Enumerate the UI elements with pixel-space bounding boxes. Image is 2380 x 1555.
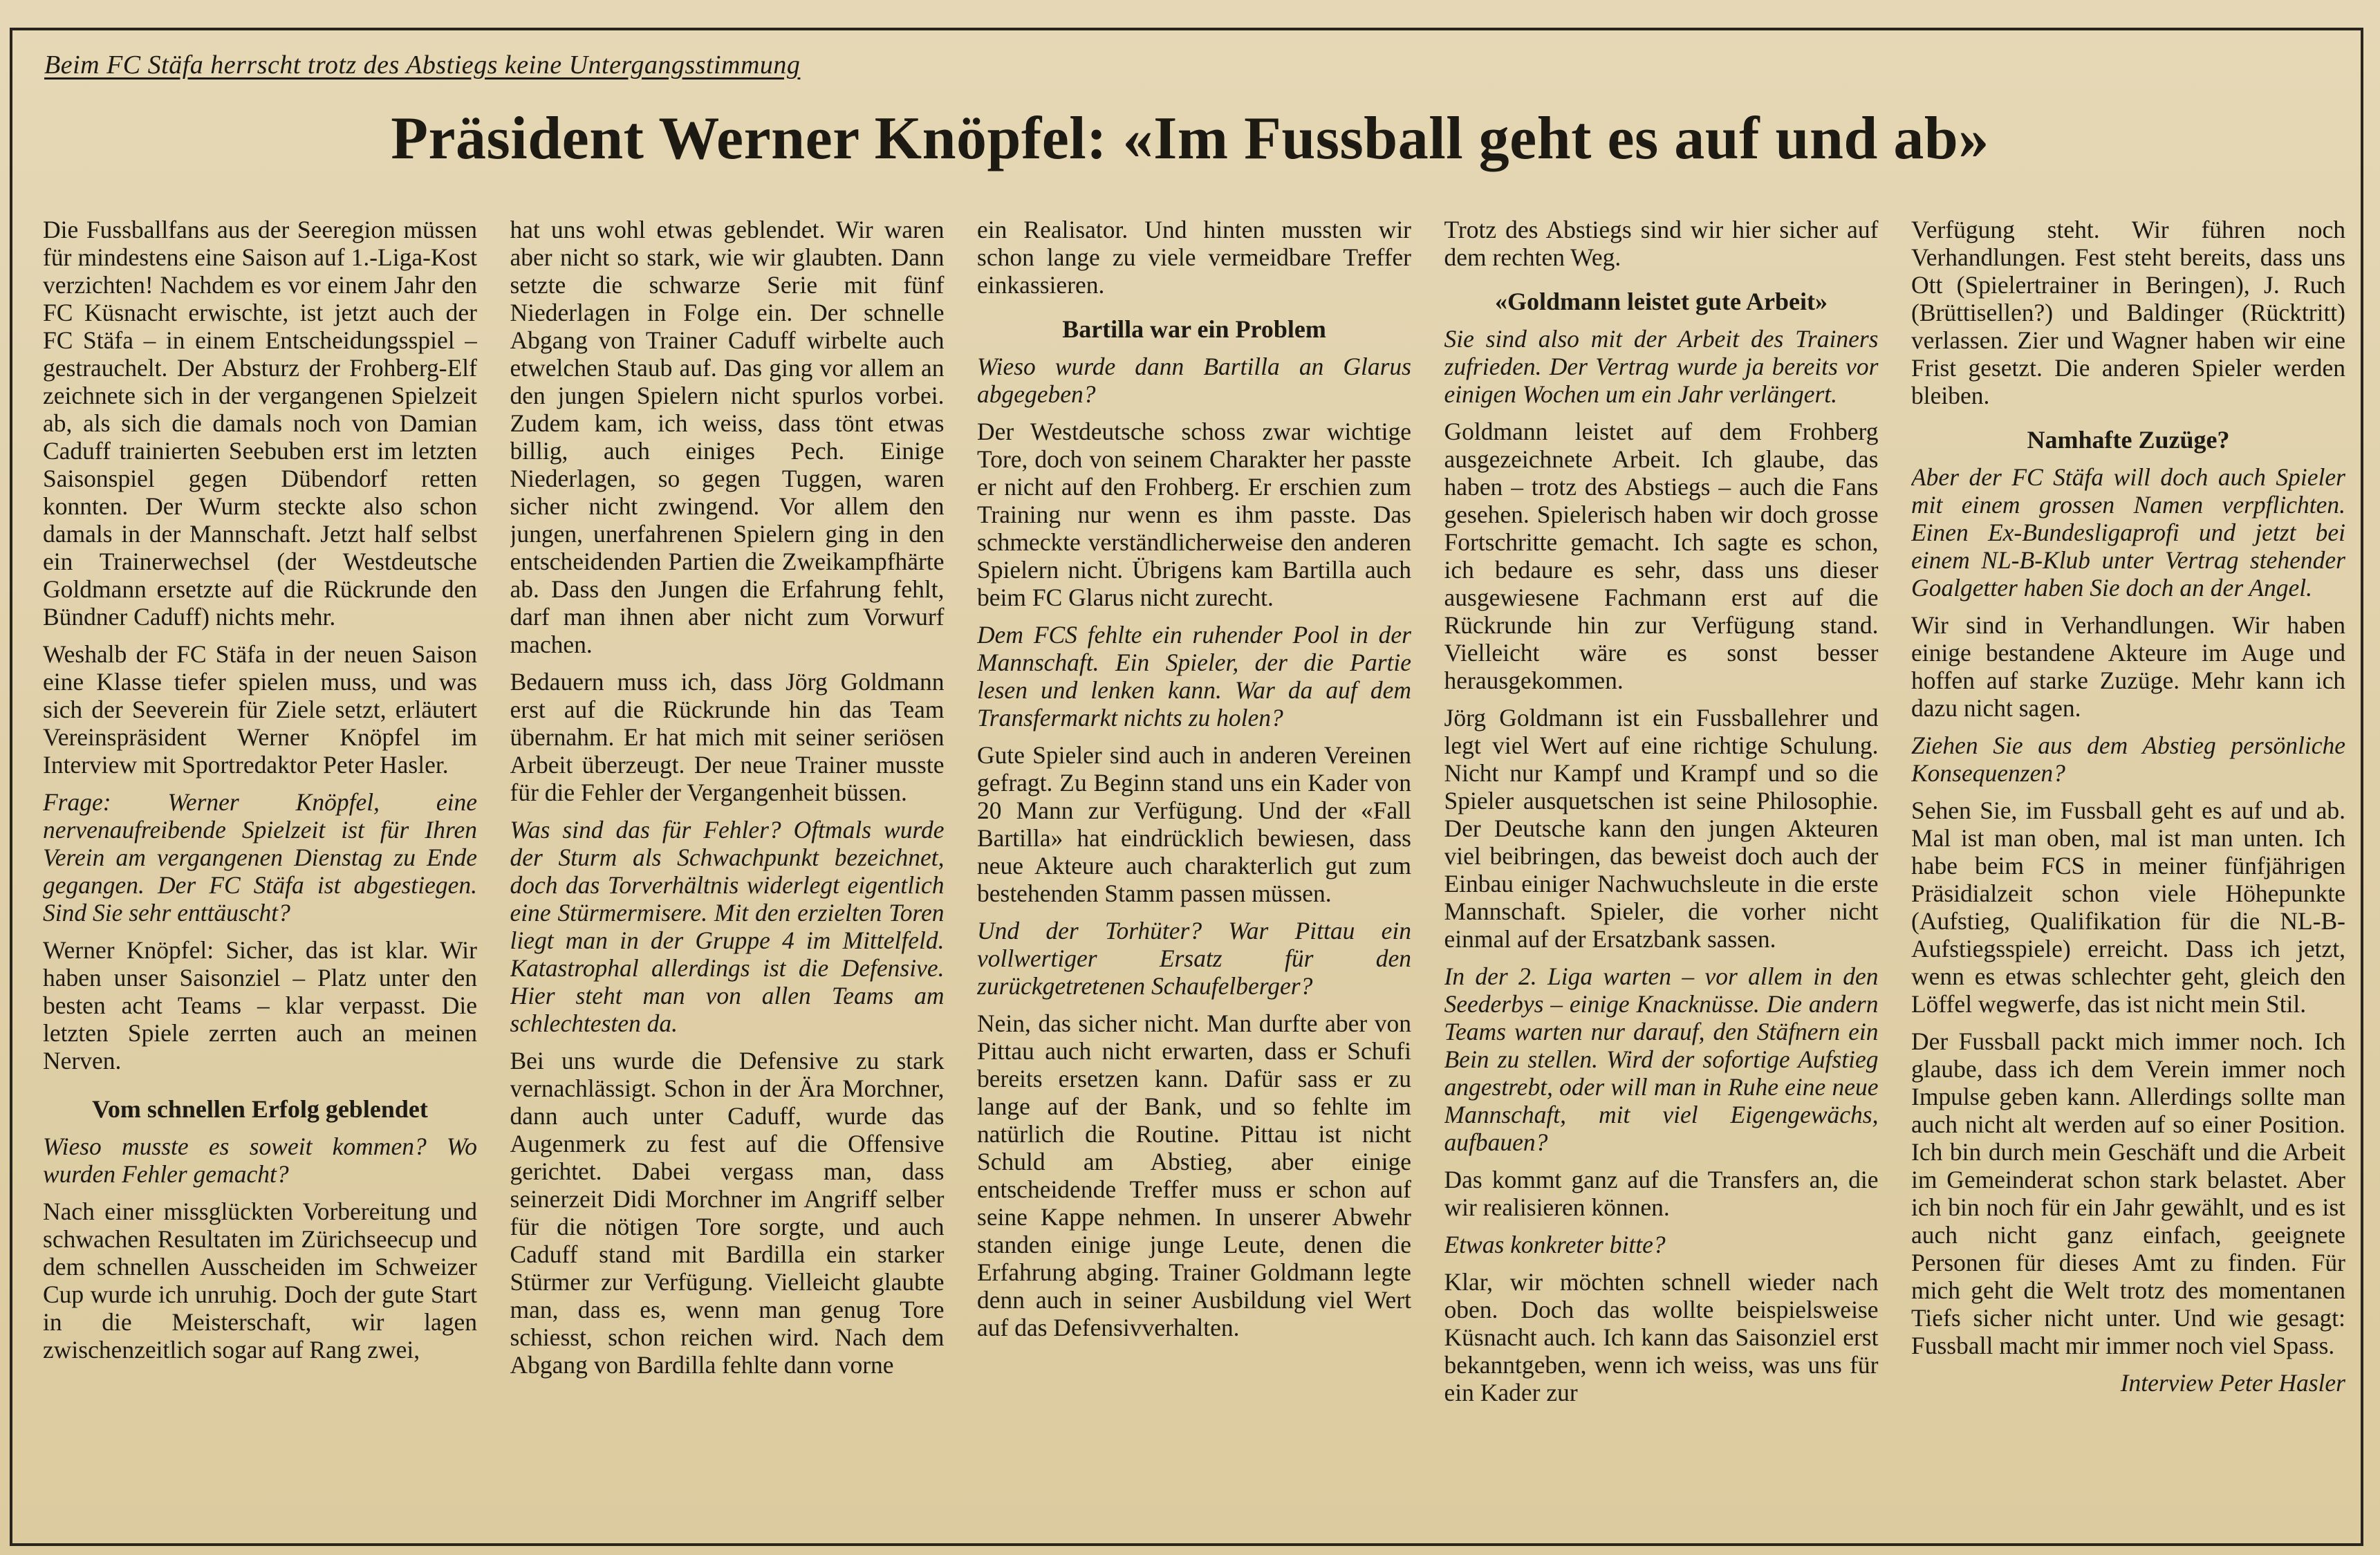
text-column-2 <box>510 216 945 1526</box>
text-column-4 <box>1444 216 1879 1526</box>
paragraph: Gute Spieler sind auch in anderen Vereinen gefragt. Zu Beginn stand uns ein Kader von 20 Mann zur Verfügung. Und der «Fall Bartilla» hat eindrücklich bewiesen, dass neue Akteure auch charakterlich gut zum bestehenden Stamm passen müssen. <box>977 741 1411 907</box>
interview-question: Etwas konkreter bitte? <box>1444 1231 1666 1258</box>
interview-question: In der 2. Liga warten – vor allem in den Seederbys – einige Knacknüsse. Die andern Teams warten nur darauf, den Stäfnern ein Bein zu stellen. Wird der sofortige Aufstieg angestrebt, oder will man in Ruhe eine neue Mannschaft, mit viel Eigengewächs, aufbauen? <box>1444 962 1879 1156</box>
interview-question: Aber der FC Stäfa will doch auch Spieler mit einem grossen Namen verpflichten. Einen Ex-Bundesligaprofi und jetzt bei einem NL-B-Klub unter Vertrag stehender Goalgetter haben Sie doch an der Angel. <box>1911 463 2345 602</box>
interview-question: Und der Torhüter? War Pittau ein vollwertiger Ersatz für den zurückgetretenen Schaufelberger? <box>977 917 1411 1000</box>
paragraph: Die Fussballfans aus der Seeregion müssen für mindestens eine Saison auf 1.-Liga-Kost verzichten! Nachdem es vor einem Jahr den FC Küsnacht erwischte, ist jetzt auch der FC Stäfa – in einem Entscheidungsspiel – gestrauchelt. Der Absturz der Frohberg-Elf zeichnete sich in der vergangenen Spielzeit ab, als sich die damals noch von Damian Caduff trainierten Seebuben erst im letzten Saisonspiel gegen Dübendorf retten konnten. Der Wurm steckte also schon damals in der Mannschaft. Jetzt half selbst ein Trainerwechsel (der Westdeutsche Goldmann ersetzte auf die Rückrunde den Bündner Caduff) nichts mehr. <box>43 216 477 631</box>
paragraph: Werner Knöpfel: Sicher, das ist klar. Wir haben unser Saisonziel – Platz unter den besten acht Teams – klar verpasst. Die letzten Spiele zerrten auch an meinen Nerven. <box>43 936 477 1074</box>
article-body <box>43 216 2345 1526</box>
byline: Interview Peter Hasler <box>2120 1369 2345 1397</box>
paragraph: Bei uns wurde die Defensive zu stark vernachlässigt. Schon in der Ära Morchner, dann auch unter Caduff, wurde das Augenmerk zu fest auf die Offensive gerichtet. Dabei vergass man, dass seinerzeit Didi Morchner im Angriff selber für die nötigen Tore sorgte, und auch Caduff stand mit Bardilla ein starker Stürmer zur Verfügung. Vielleicht glaubte man, dass es, wenn man genug Tore schiesst, schon reichen wird. Nach dem Abgang von Bardilla fehlte dann vorne <box>510 1047 945 1379</box>
subheading: Vom schnellen Erfolg geblendet <box>92 1095 428 1123</box>
paragraph: Nein, das sicher nicht. Man durfte aber von Pittau auch nicht erwarten, dass er Schufi bereits ersetzen kann. Dafür sass er zu lange auf der Bank, und so fehlte im natürlich die Routine. Pittau ist nicht Schuld am Abstieg, aber einige entscheidende Treffer muss er schon auf seine Kappe nehmen. In unserer Abwehr standen einige junge Leute, denen die Erfahrung abging. Trainer Goldmann legte denn auch in seiner Ausbildung viel Wert auf das Defensivverhalten. <box>977 1009 1411 1341</box>
interview-question: Ziehen Sie aus dem Abstieg persönliche Konsequenzen? <box>1911 732 2345 787</box>
paragraph: Der Fussball packt mich immer noch. Ich glaube, dass ich dem Verein immer noch Impulse geben kann. Allerdings sollte man auch nicht alt werden auf so einer Position. Ich bin durch mein Geschäft und die Arbeit im Gemeinderat schon stark belastet. Aber ich bin noch für ein Jahr gewählt, und es ist auch nicht ganz einfach, geeignete Personen für dieses Amt zu finden. Für mich geht die Welt trotz des momentanen Tiefs sicher nicht unter. Und wie gesagt: Fussball macht mir immer noch viel Spass. <box>1911 1027 2345 1359</box>
paragraph: Trotz des Abstiegs sind wir hier sicher auf dem rechten Weg. <box>1444 216 1879 271</box>
paragraph: Nach einer missglückten Vorbereitung und schwachen Resultaten im Zürichseecup und dem schnellen Ausscheiden im Schweizer Cup wurde ich unruhig. Doch der gute Start in die Meisterschaft, wir lagen zwischenzeitlich sogar auf Rang zwei, <box>43 1198 477 1363</box>
text-column-3 <box>977 216 1411 1526</box>
subheading: Bartilla war ein Problem <box>1062 315 1326 343</box>
text-column-1 <box>43 216 477 1526</box>
interview-question: Was sind das für Fehler? Oftmals wurde der Sturm als Schwachpunkt bezeichnet, doch das Torverhältnis widerlegt eigentlich eine Stürmermisere. Mit den erzielten Toren liegt man in der Gruppe 4 im Mittelfeld. Katastrophal allerdings ist die Defensive. Hier steht man von allen Teams am schlechtesten da. <box>510 816 945 1037</box>
text-column-5 <box>1911 216 2345 1526</box>
paragraph: Der Westdeutsche schoss zwar wichtige Tore, doch von seinem Charakter her passte er nicht auf den Frohberg. Er erschien zum Training nur wenn es ihm passte. Das schmeckte verständlicherweise den anderen Spielern nicht. Übrigens kam Bartilla auch beim FC Glarus nicht zurecht. <box>977 418 1411 611</box>
paragraph: Jörg Goldmann ist ein Fussballehrer und legt viel Wert auf eine richtige Schulung. Nicht nur Kampf und Krampf und so die Spieler ausquetschen ist seine Philosophie. Der Deutsche kann den jungen Akteuren viel beibringen, das beweist doch auch der Einbau einiger Nachwuchsleute in die erste Mannschaft. Spieler, die vorher nicht einmal auf der Ersatzbank sassen. <box>1444 704 1879 953</box>
paragraph: ein Realisator. Und hinten mussten wir schon lange zu viele vermeidbare Treffer einkassieren. <box>977 216 1411 299</box>
subheading: Namhafte Zuzüge? <box>2027 426 2230 454</box>
paragraph: Das kommt ganz auf die Transfers an, die wir realisieren können. <box>1444 1166 1879 1221</box>
subheading: «Goldmann leistet gute Arbeit» <box>1495 288 1828 315</box>
paragraph: Weshalb der FC Stäfa in der neuen Saison eine Klasse tiefer spielen muss, und was sich der Seeverein für Ziele setzt, erläutert Vereinspräsident Werner Knöpfel im Interview mit Sportredaktor Peter Hasler. <box>43 640 477 779</box>
interview-question: Frage: Werner Knöpfel, eine nervenaufreibende Spielzeit ist für Ihren Verein am vergangenen Dienstag zu Ende gegangen. Der FC Stäfa ist abgestiegen. Sind Sie sehr enttäuscht? <box>43 788 477 927</box>
paragraph: Sehen Sie, im Fussball geht es auf und ab. Mal ist man oben, mal ist man unten. Ich habe beim FCS in meiner fünfjährigen Präsidialzeit schon viele Höhepunkte (Aufstieg, Qualifikation für die NL-B-Aufstiegsspiele) erreicht. Dass ich jetzt, wenn es etwas schlechter geht, gleich den Löffel wegwerfe, das ist nicht mein Stil. <box>1911 797 2345 1018</box>
paragraph: Verfügung steht. Wir führen noch Verhandlungen. Fest steht bereits, dass uns Ott (Spielertrainer in Beringen), J. Ruch (Brüttisellen?) und Baldinger (Rücktritt) verlassen. Zier und Wagner haben wir eine Frist gesetzt. Die anderen Spieler werden bleiben. <box>1911 216 2345 409</box>
interview-question: Wieso wurde dann Bartilla an Glarus abgegeben? <box>977 353 1411 408</box>
paragraph: Klar, wir möchten schnell wieder nach oben. Doch das wollte beispielsweise Küsnacht auch. Ich kann das Saisonziel erst bekanntgeben, wenn ich weiss, was uns für ein Kader zur <box>1444 1268 1879 1406</box>
paragraph: Goldmann leistet auf dem Frohberg ausgezeichnete Arbeit. Ich glaube, das haben – trotz des Abstiegs – auch die Fans gesehen. Spielerisch haben wir doch grosse Fortschritte gemacht. Ich sagte es schon, ich bedaure es sehr, dass uns dieser ausgewiesene Fachmann erst auf die Rückrunde hin zur Verfügung stand. Vielleicht wäre es sonst besser herausgekommen. <box>1444 418 1879 694</box>
article-kicker: Beim FC Stäfa herrscht trotz des Abstiegs keine Untergangsstimmung <box>44 50 801 80</box>
paragraph: hat uns wohl etwas geblendet. Wir waren aber nicht so stark, wie wir glaubten. Dann setzte die schwarze Serie mit fünf Niederlagen in Folge ein. Der schnelle Abgang von Trainer Caduff wirbelte auch etwelchen Staub auf. Das ging vor allem an den jungen Spielern nicht spurlos vorbei. Zudem kam, ich weiss, dass tönt etwas billig, auch einiges Pech. Einige Niederlagen, so gegen Tuggen, waren sicher nicht zwingend. Vor allem den jungen, unerfahrenen Spielern ging in den entscheidenden Partien die Zweikampfhärte ab. Dass den Jungen die Erfahrung fehlt, darf man ihnen aber nicht zum Vorwurf machen. <box>510 216 945 658</box>
interview-question: Dem FCS fehlte ein ruhender Pool in der Mannschaft. Ein Spieler, der die Partie lesen und lenken kann. War da auf dem Transfermarkt nichts zu holen? <box>977 621 1411 732</box>
paragraph: Bedauern muss ich, dass Jörg Goldmann erst auf die Rückrunde hin das Team übernahm. Er hat mich mit seiner seriösen Arbeit überzeugt. Der neue Trainer musste für die Fehler der Vergangenheit büssen. <box>510 668 945 806</box>
paragraph: Wir sind in Verhandlungen. Wir haben einige bestandene Akteure im Auge und hoffen auf starke Zuzüge. Mehr kann ich dazu nicht sagen. <box>1911 611 2345 722</box>
article-headline: Präsident Werner Knöpfel: «Im Fussball geht es auf und ab» <box>391 105 1989 172</box>
interview-question: Sie sind also mit der Arbeit des Trainers zufrieden. Der Vertrag wurde ja bereits vor einigen Wochen um ein Jahr verlängert. <box>1444 325 1879 408</box>
interview-question: Wieso musste es soweit kommen? Wo wurden Fehler gemacht? <box>43 1133 477 1188</box>
